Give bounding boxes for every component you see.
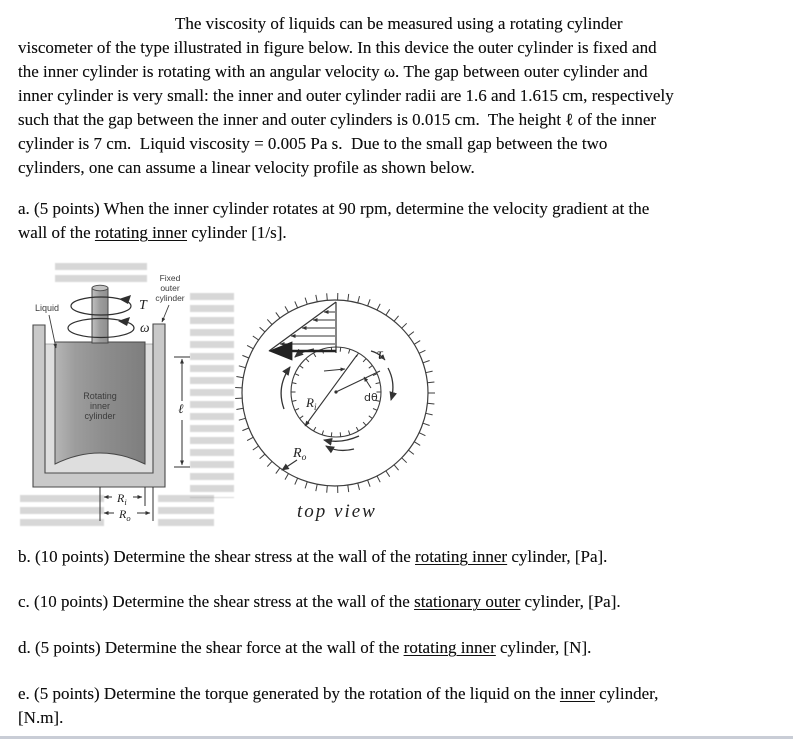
intro-line: viscometer of the type illustrated in figure below. In this device the outer cylinder is fixed and	[18, 38, 657, 57]
shaft-top	[92, 285, 108, 291]
bottom-divider-line	[0, 736, 793, 739]
rotating-inner-label-line3: cylinder	[84, 411, 116, 421]
question-a-line2	[18, 221, 649, 245]
question-d-underlined: rotating inner	[403, 638, 496, 657]
intro-paragraph	[18, 12, 674, 180]
question-e-prefix: e. (5 points) Determine the torque generated by the rotation of the liquid on the	[18, 684, 560, 703]
question-a-underlined: rotating inner	[94, 223, 188, 242]
question-e-underlined: inner	[559, 684, 595, 703]
omega-arrowhead-icon	[118, 317, 130, 326]
question-b-underlined: rotating inner	[415, 547, 508, 566]
radius-inner-dimension-label: $R_i$	[117, 491, 127, 507]
dtheta-pointer-arrow	[364, 377, 371, 388]
question-c	[18, 590, 621, 614]
question-b-suffix: cylinder, [Pa].	[507, 547, 608, 566]
side-view-diagram	[33, 273, 190, 523]
center-dot	[334, 390, 337, 393]
question-a-suffix: cylinder [1/s].	[187, 223, 287, 242]
question-c-suffix: cylinder, [Pa].	[520, 592, 621, 611]
question-c-underlined: stationary outer	[414, 592, 521, 611]
radius-outer-pointer-arrow	[282, 460, 297, 470]
question-b	[18, 545, 607, 569]
question-d-suffix: cylinder, [N].	[495, 638, 592, 657]
question-b-prefix: b. (10 points) Determine the shear stress at the wall of the	[18, 547, 416, 566]
question-e-suffix: cylinder,	[594, 684, 659, 703]
fixed-outer-label-line3: cylinder	[155, 293, 185, 303]
radius-outer-dimension-label: $R_o$	[119, 507, 131, 523]
fixed-outer-leader-arrow	[162, 305, 169, 322]
intro-line: inner cylinder is very small: the inner and outer cylinder radii are 1.6 and 1.615 cm, respectively	[18, 86, 674, 105]
inner-radius-line	[305, 355, 357, 426]
question-a	[18, 197, 649, 245]
fixed-outer-label-line1: Fixed	[159, 273, 181, 283]
shear-stress-symbol: τ	[377, 346, 383, 363]
top-view-diagram	[235, 293, 435, 522]
intro-line: such that the gap between the inner and outer cylinders is 0.015 cm. The height ℓ of the inner	[18, 110, 657, 129]
torque-symbol: T	[139, 298, 147, 313]
question-d-prefix: d. (5 points) Determine the shear force at the wall of the	[18, 638, 404, 657]
question-d	[18, 636, 591, 660]
angle-arrow	[324, 369, 345, 371]
question-a-prefix: wall of the	[18, 223, 95, 242]
top-view-radius-inner-label: $R_i$	[306, 395, 317, 412]
fixed-outer-label-line2: outer	[160, 283, 180, 293]
question-e-line2: [N.m].	[18, 708, 64, 727]
omega-symbol: ω	[140, 320, 150, 335]
question-c-prefix: c. (10 points) Determine the shear stress at the wall of the	[18, 592, 415, 611]
height-symbol: ℓ	[178, 401, 184, 416]
question-e	[18, 682, 658, 730]
question-e-line1	[18, 682, 658, 706]
velocity-profile	[269, 302, 336, 353]
top-view-caption: top view	[297, 501, 377, 522]
liquid-label: Liquid	[35, 303, 60, 313]
intro-line: cylinders, one can assume a linear velocity profile as shown below.	[18, 158, 475, 177]
top-view-radius-outer-label: $R_o$	[293, 446, 307, 463]
intro-line: cylinder is 7 cm. Liquid viscosity = 0.005 Pa s. Due to the small gap between the two	[18, 134, 608, 153]
rotating-inner-label-line2: inner	[89, 401, 111, 411]
intro-line: The viscosity of liquids can be measured using a rotating cylinder	[175, 14, 623, 33]
rotating-inner-label-line1: Rotating	[83, 391, 117, 401]
viscometer-figure	[0, 258, 793, 540]
intro-line: the inner cylinder is rotating with an angular velocity ω. The gap between outer cylinder and	[18, 62, 648, 81]
question-a-line1: a. (5 points) When the inner cylinder rotates at 90 rpm, determine the velocity gradient at the	[18, 199, 650, 218]
liquid-leader-arrow	[49, 315, 56, 348]
dtheta-label: dθ	[364, 391, 378, 404]
